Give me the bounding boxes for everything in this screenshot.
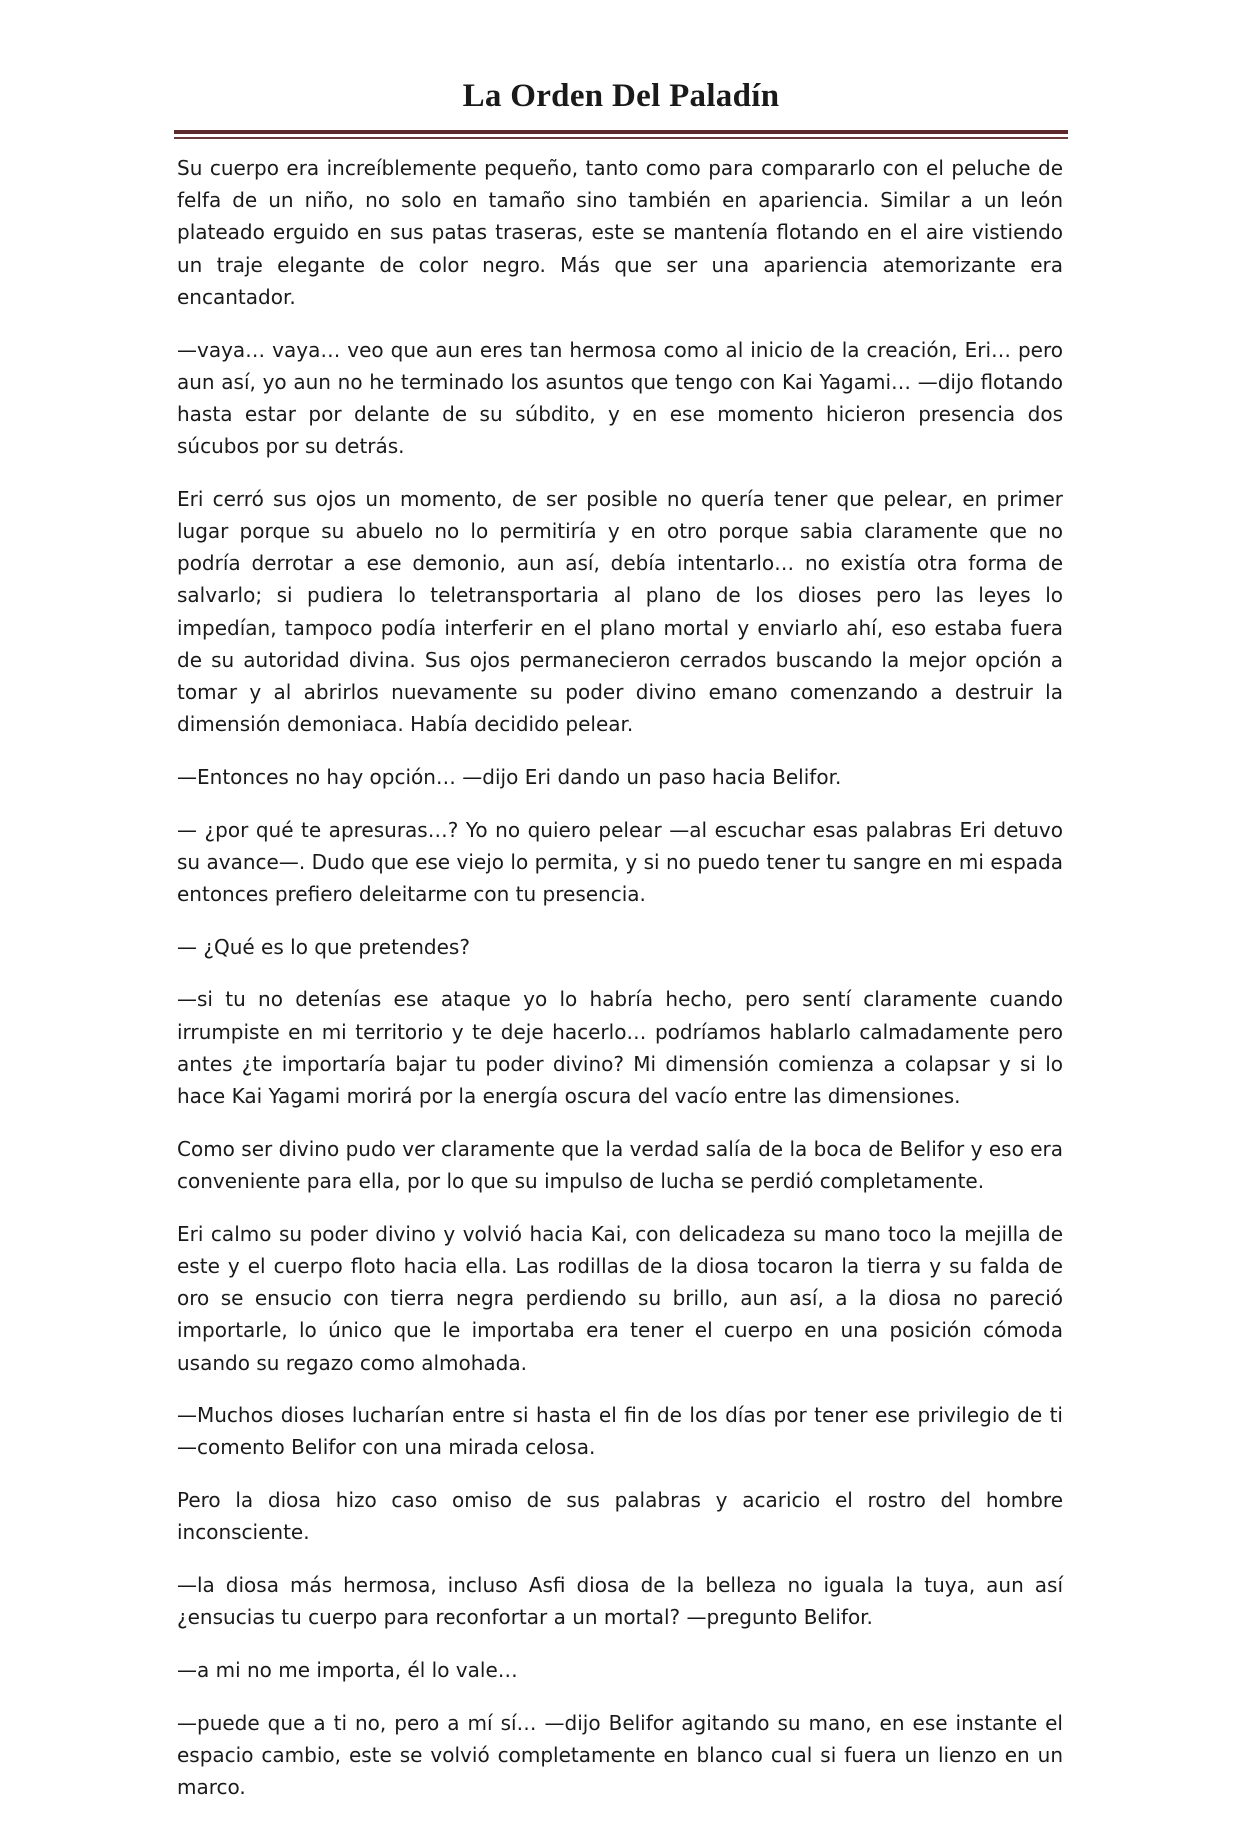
paragraph: —Muchos dioses lucharían entre si hasta el fin de los días por tener ese privilegio de ti —comento Belifor con una mirada celosa. xyxy=(177,1403,1063,1460)
paragraph: Su cuerpo era increíblemente pequeño, tanto como para compararlo con el peluche de felfa de un niño, no solo en tamaño sino también en apariencia. Similar a un león plateado erguido en sus patas traseras, este se mantenía flotando en el aire vistiendo un traje elegante de color negro. Más que ser una apariencia atemorizante era encantador. xyxy=(177,156,1063,309)
paragraph: — ¿Qué es lo que pretendes? xyxy=(177,934,470,959)
paragraph: —si tu no detenías ese ataque yo lo habría hecho, pero sentí claramente cuando irrumpiste en mi territorio y te deje hacerlo… podríamos hablarlo calmadamente pero antes ¿te importaría bajar tu poder divino? Mi dimensión comienza a colapsar y si lo hace Kai Yagami morirá por la energía oscura del vacío entre las dimensiones. xyxy=(177,987,1063,1109)
paragraph: Como ser divino pudo ver claramente que la verdad salía de la boca de Belifor y eso era conveniente para ella, por lo que su impulso de lucha se perdió completamente. xyxy=(177,1136,1063,1193)
paragraph: —a mi no me importa, él lo vale… xyxy=(177,1657,518,1682)
header-rule-thick xyxy=(174,130,1068,134)
paragraph: —la diosa más hermosa, incluso Asfi diosa de la belleza no iguala la tuya, aun así ¿ensucias tu cuerpo para reconfortar a un mortal? —pregunto Belifor. xyxy=(177,1573,1063,1630)
paragraph: —puede que a ti no, pero a mí sí… —dijo Belifor agitando su mano, en ese instante el espacio cambio, este se volvió completamente en blanco cual si fuera un lienzo en un marco. xyxy=(177,1710,1063,1800)
page-title: La Orden Del Paladín xyxy=(462,78,780,114)
paragraph: Eri calmo su poder divino y volvió hacia Kai, con delicadeza su mano toco la mejilla de este y el cuerpo floto hacia ella. Las rodillas de la diosa tocaron la tierra y su falda de oro se ensucio con tierra negra perdiendo su brillo, aun así, a la diosa no pareció importarle, lo único que le importaba era tener el cuerpo en una posición cómoda usando su regazo como almohada. xyxy=(177,1221,1063,1375)
paragraph: — ¿por qué te apresuras…? Yo no quiero pelear —al escuchar esas palabras Eri detuvo su avance—. Dudo que ese viejo lo permita, y si no puedo tener tu sangre en mi espada entonces prefiero deleitarme con tu presencia. xyxy=(177,817,1063,907)
paragraph: Eri cerró sus ojos un momento, de ser posible no quería tener que pelear, en primer lugar porque su abuelo no lo permitiría y en otro porque sabia claramente que no podría derrotar a ese demonio, aun así, debía intentarlo… no existía otra forma de salvarlo; si pudiera lo teletransportaria al plano de los dioses pero las leyes lo impedían, tampoco podía interferir en el plano mortal y enviarlo ahí, eso estaba fuera de su autoridad divina. Sus ojos permanecieron cerrados buscando la mejor opción a tomar y al abrirlos nuevamente su poder divino emano comenzando a destruir la dimensión demoniaca. Había decidido pelear. xyxy=(177,486,1063,737)
header-rule-thin xyxy=(174,137,1068,139)
paragraph: —vaya… vaya… veo que aun eres tan hermosa como al inicio de la creación, Eri… pero aun así, yo aun no he terminado los asuntos que tengo con Kai Yagami… —dijo flotando hasta estar por delante de su súbdito, y en ese momento hicieron presencia dos súcubos por su detrás. xyxy=(177,337,1063,459)
paragraph: Pero la diosa hizo caso omiso de sus palabras y acaricio el rostro del hombre inconsciente. xyxy=(177,1488,1063,1545)
body-text xyxy=(177,152,1063,1824)
paragraph: —Entonces no hay opción… —dijo Eri dando un paso hacia Belifor. xyxy=(177,764,842,789)
page-header xyxy=(174,70,1068,139)
